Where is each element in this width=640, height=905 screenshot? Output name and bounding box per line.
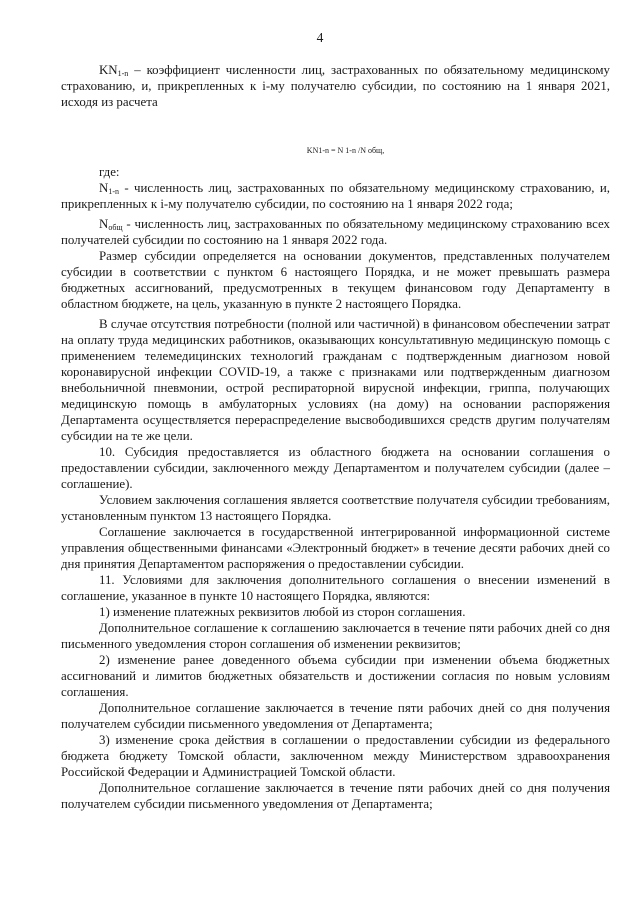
where-label: где: [99,165,120,179]
condition-3-paragraph: 3) изменение срока действия в соглашении о предоставлении субсидии из федерального бюджета бюджету Томской области, заключенном между Министерством здравоохранения Российской Федерации и Администрацией Томской области. [61,733,610,779]
ntotal-subscript: общ [108,223,123,232]
condition-1-paragraph: 1) изменение платежных реквизитов любой из сторон соглашения. [99,605,466,619]
condition-2-term-paragraph: Дополнительное соглашение заключается в течение пяти рабочих дней со дня получения получателем субсидии письменного уведомления от Департамента; [61,701,610,731]
ntotal-symbol: N [99,217,109,231]
subsidy-size-paragraph: Размер субсидии определяется на основании документов, представленных получателем субсидии в соответствии с пунктом 6 настоящего Порядка, и не может превышать размера бюджетных ассигнований, предусмотренных в текущем финансовом году Департаменту в областном бюджете, на цель, указанную в пункте 2 настоящего Порядка. [61,249,610,311]
condition-2-paragraph: 2) изменение ранее доведенного объема субсидии при изменении объема бюджетных ассигнований и лимитов бюджетных обязательств и достижении согласия по новым условиям соглашения. [61,653,610,699]
kn-formula: KN1-n = N 1-n /N общ, [306,146,385,155]
n1-subscript: 1-n [108,187,119,196]
page-number: 4 [316,30,324,45]
kn-coefficient-definition [61,62,610,110]
condition-3-term-paragraph: Дополнительное соглашение заключается в течение пяти рабочих дней со дня получения получателем субсидии письменного уведомления от Департамента; [61,781,610,811]
ntotal-definition-text: - численность лиц, застрахованных по обязательному медицинскому страхованию всех получателей субсидии по состоянию на 1 января 2022 года. [61,217,610,247]
clause-10-paragraph: 10. Субсидия предоставляется из областного бюджета на основании соглашения о предоставлении субсидии, заключенного между Департаментом и получателем субсидии (далее – соглашение). [61,445,610,491]
agreement-condition-paragraph: Условием заключения соглашения является соответствие получателя субсидии требованиям, установленным пунктом 13 настоящего Порядка. [61,493,610,523]
n1-symbol: N [99,181,109,195]
condition-1-term-paragraph: Дополнительное соглашение к соглашению заключается в течение пяти рабочих дней со дня письменного уведомления сторон соглашения об изменении реквизитов; [61,621,610,651]
n1-definition-text: - численность лиц, застрахованных по обязательному медицинскому страхованию, и, прикрепленных к i-му получателю субсидии, по состоянию на 1 января 2022 года; [61,181,610,211]
kn-subscript: 1-n [117,69,129,78]
kn-dash: – [134,63,141,77]
kn-definition-text: коэффициент численности лиц, застрахованных по обязательному медицинскому страхованию, и, прикрепленных к i-му получателю субсидии, по состоянию на 1 января 2021, исходя из расчета [61,63,610,109]
clause-11-paragraph: 11. Условиями для заключения дополнительного соглашения о внесении изменений в соглашение, указанное в пункте 10 настоящего Порядка, являются: [61,573,610,603]
document-body [61,62,610,812]
agreement-system-paragraph: Соглашение заключается в государственной интегрированной информационной системе управления общественными финансами «Электронный бюджет» в течение десяти рабочих дней со дня принятия Департаментом распоряжения о предоставлении субсидии. [61,525,610,571]
ntotal-definition [61,216,610,248]
n1-definition [61,180,610,212]
redistribution-paragraph: В случае отсутствия потребности (полной или частичной) в финансовом обеспечении затрат на оплату труда медицинских работников, оказывающих консультативную медицинскую помощь с применением телемедицинских технологий гражданам с подтвержденным диагнозом новой коронавирусной инфекции COVID-19, а также с признаками или подтвержденным диагнозом внебольничной пневмонии, острой респираторной вирусной инфекции, гриппа, получающих медицинскую помощь в амбулаторных условиях (на дому) на основании распоряжения Департамента осуществляется перераспределение высвободившихся средств другим получателям субсидии на те же цели. [61,317,610,443]
kn-symbol: KN [99,63,118,77]
